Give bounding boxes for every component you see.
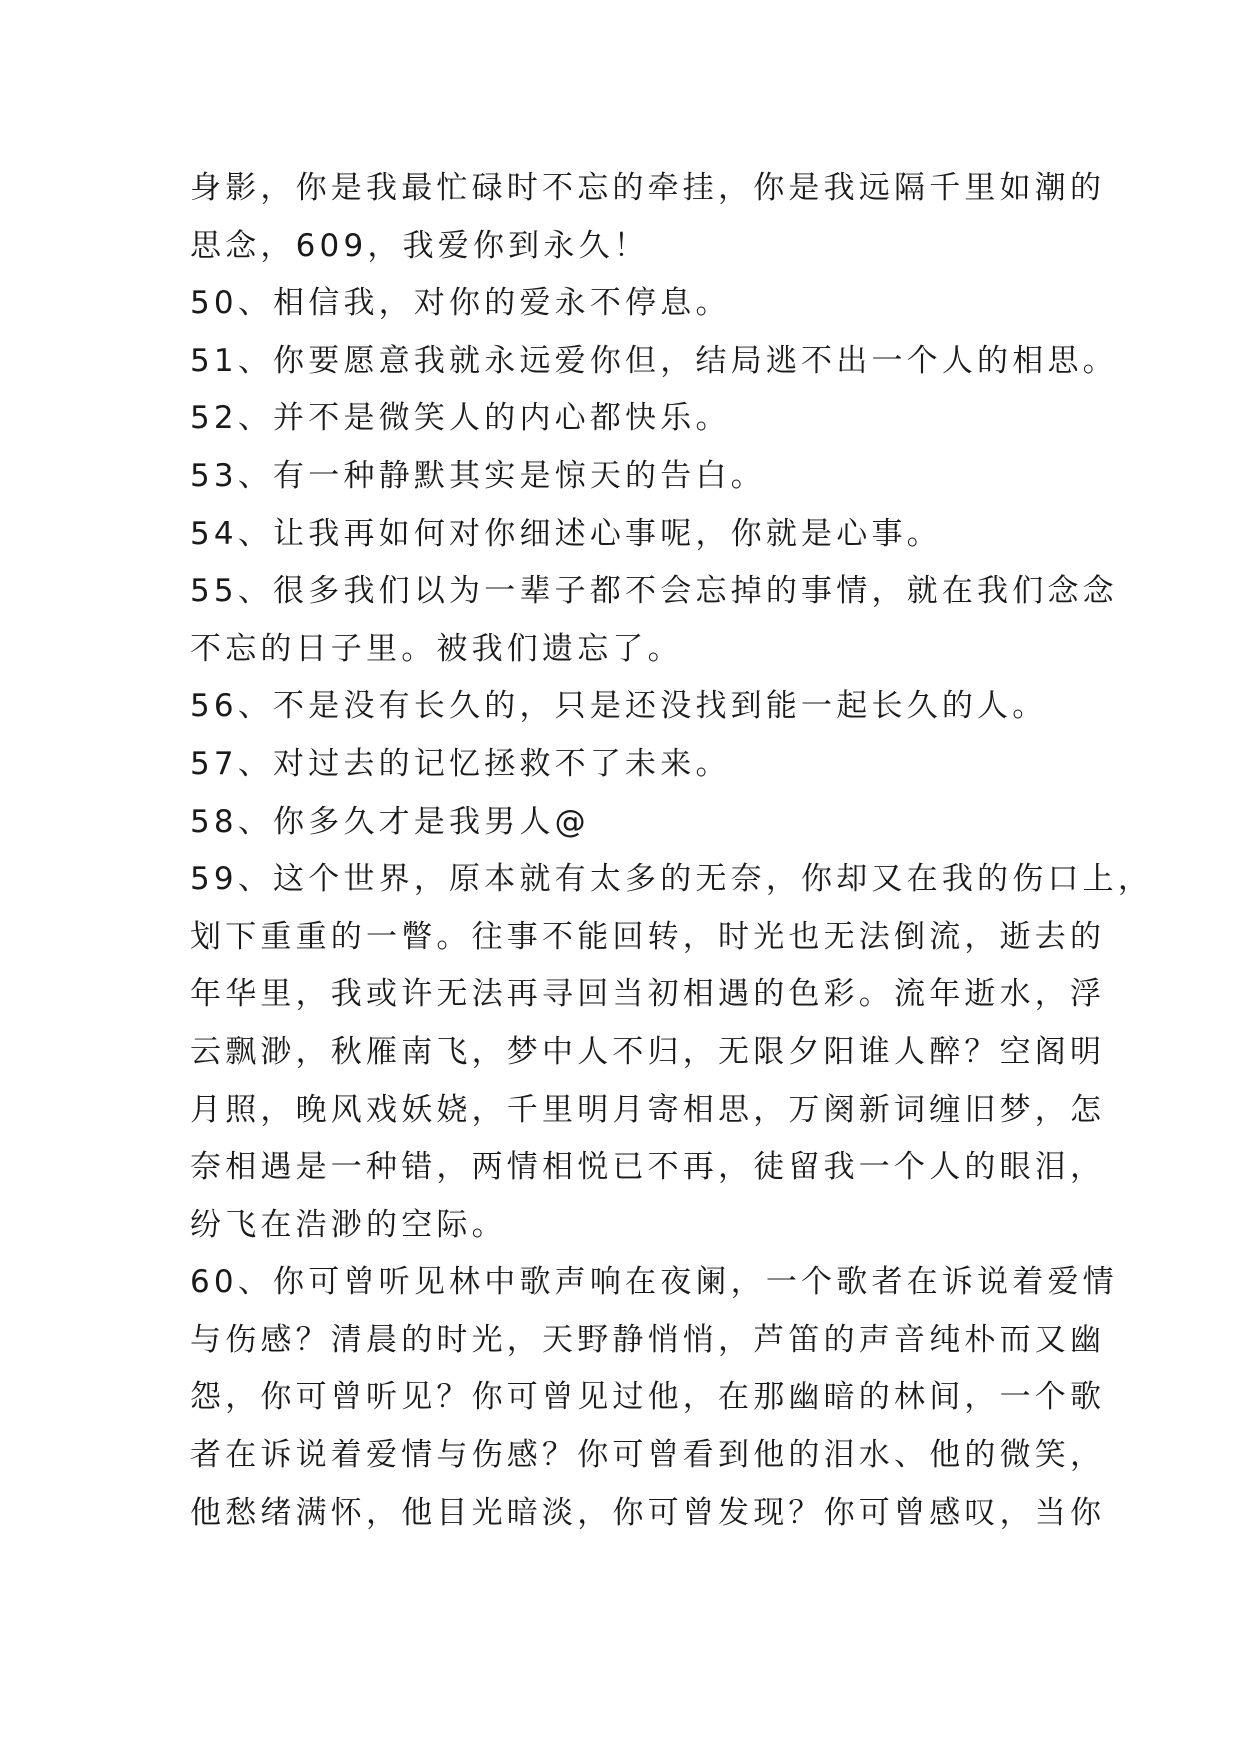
text-line: 与伤感？清晨的时光，天野静悄悄，芦笛的声音纯朴而又幽 xyxy=(190,1321,1106,1358)
text-line: 者在诉说着爱情与伤感？你可曾看到他的泪水、他的微笑， xyxy=(190,1437,1106,1474)
text-line: 怨，你可曾听见？你可曾见过他，在那幽暗的林间，一个歌 xyxy=(190,1379,1106,1416)
text-line: 不忘的日子里。被我们遗忘了。 xyxy=(190,630,683,667)
text-line: 57、对过去的记忆拯救不了未来。 xyxy=(190,745,731,782)
text-line: 52、并不是微笑人的内心都快乐。 xyxy=(190,400,731,437)
text-line: 51、你要愿意我就永远爱你但，结局逃不出一个人的相思。 xyxy=(190,342,1118,379)
text-line: 58、你多久才是我男人@ xyxy=(190,803,590,840)
text-line: 60、你可曾听见林中歌声响在夜阑，一个歌者在诉说着爱情 xyxy=(190,1264,1118,1301)
text-line: 思念，609，我爱你到永久！ xyxy=(190,227,649,264)
text-line: 54、让我再如何对你细述心事呢，你就是心事。 xyxy=(190,515,942,552)
text-line: 55、很多我们以为一辈子都不会忘掉的事情，就在我们念念 xyxy=(190,573,1118,610)
text-line: 月照，晚风戏妖娆，千里明月寄相思，万阕新词缠旧梦，怎 xyxy=(190,1091,1106,1128)
text-line: 59、这个世界，原本就有太多的无奈，你却又在我的伤口上， xyxy=(190,861,1154,898)
text-line: 奈相遇是一种错，两情相悦已不再，徒留我一个人的眼泪， xyxy=(190,1149,1106,1186)
text-line: 53、有一种静默其实是惊天的告白。 xyxy=(190,457,766,494)
text-line: 云飘渺，秋雁南飞，梦中人不归，无限夕阳谁人醉？空阁明 xyxy=(190,1033,1106,1070)
text-line: 身影，你是我最忙碌时不忘的牵挂，你是我远隔千里如潮的 xyxy=(190,170,1106,206)
text-line: 他愁绪满怀，他目光暗淡，你可曾发现？你可曾感叹，当你 xyxy=(190,1494,1106,1531)
text-line: 年华里，我或许无法再寻回当初相遇的色彩。流年逝水，浮 xyxy=(190,976,1106,1013)
text-line: 56、不是没有长久的，只是还没找到能一起长久的人。 xyxy=(190,688,1048,725)
document-body xyxy=(190,160,1154,1542)
text-line: 纷飞在浩渺的空际。 xyxy=(190,1206,507,1243)
text-line: 50、相信我，对你的爱永不停息。 xyxy=(190,285,731,322)
text-line: 划下重重的一瞥。往事不能回转，时光也无法倒流，逝去的 xyxy=(190,918,1106,955)
